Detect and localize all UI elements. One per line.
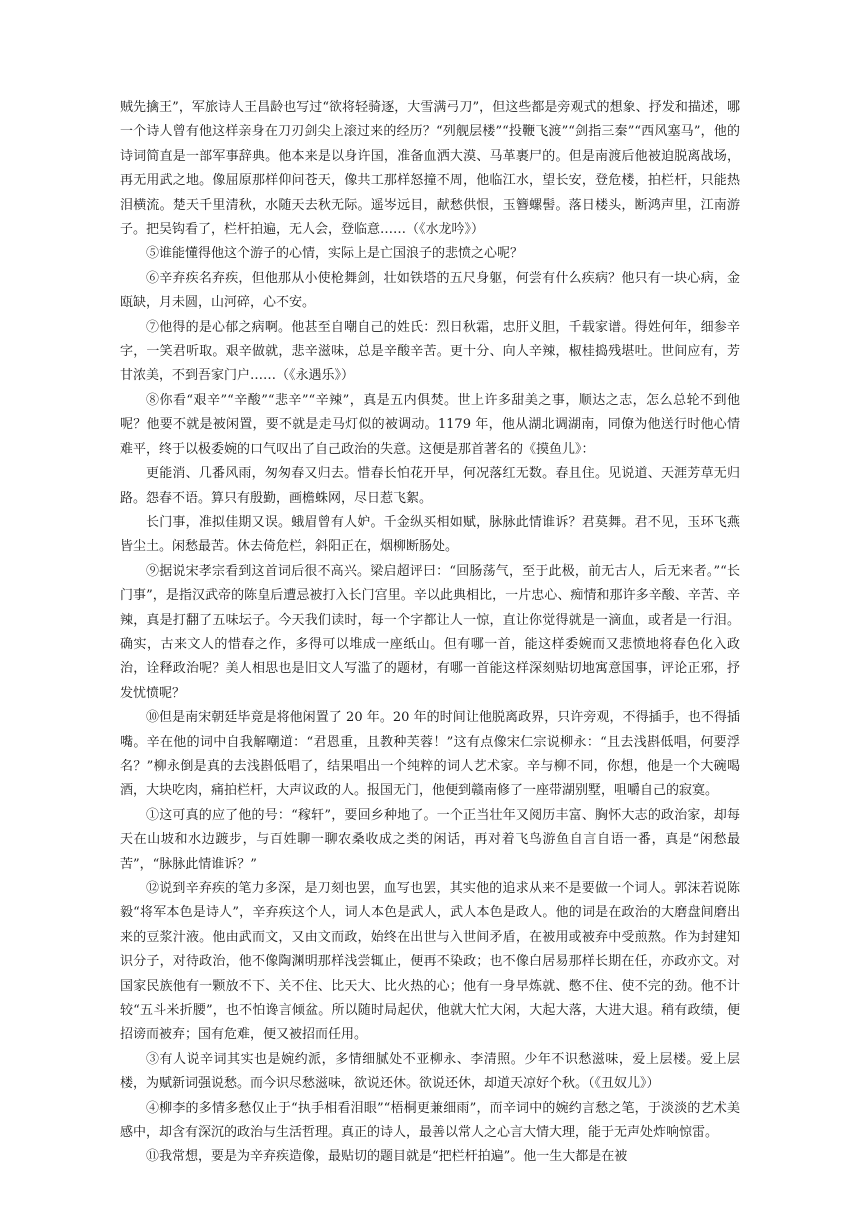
poem-moyuer-stanza-2: 长门事，准拟佳期又误。蛾眉曾有人妒。千金纵买相如赋，脉脉此情谁诉？君莫舞。君不见，玉环飞燕皆尘土。闲愁最苦。休去倚危栏，斜阳正在，烟柳断肠处。 [120, 514, 740, 555]
paragraph-13: ③有人说辛词其实也是婉约派，多情细腻处不亚柳永、李清照。少年不识愁滋味，爱上层楼。爱上层楼，为赋新词强说愁。而今识尽愁滋味，欲说还休。欲说还休，却道天凉好个秋。（《丑奴儿》） [120, 1051, 740, 1092]
paragraph-12: ⑫说到辛弃疾的笔力多深，是刀刻也罢，血写也罢，其实他的追求从来不是要做一个词人。郭沫若说陈毅“将军本色是诗人”，辛弃疾这个人，词人本色是武人，武人本色是政人。他的词是在政治的大磨盘间磨出来的豆浆汁液。他由武而文，又由文而政，始终在出世与入世间矛盾，在被用或被弃中受煎熬。作为封建知识分子，对待政治，他不像陶渊明那样浅尝辄止，便再不染政；也不像白居易那样长期在任，亦政亦文。对国家民族他有一颗放不下、关不住、比天大、比火热的心；他有一身早炼就、憋不住、使不完的劲。他不计较“五斗米折腰”，也不怕谗言倾盆。所以随时局起伏，他就大忙大闲，大起大落，大进大退。稍有政绩，便招谤而被弃；国有危难，便又被招而任用。 [120, 881, 740, 1043]
paragraph-9: ⑨据说宋孝宗看到这首词后很不高兴。梁启超评曰：“回肠荡气，至于此极，前无古人，后无来者。”“长门事”，是指汉武帝的陈皇后遭忌被打入长门宫里。辛以此典相比，一片忠心、痴情和那许多辛酸、辛苦、辛辣，真是打翻了五味坛子。今天我们读时，每一个字都让人一惊，直让你觉得就是一滴血，或者是一行泪。确实，古来文人的惜春之作，多得可以堆成一座纸山。但有哪一首，能这样委婉而又悲愤地将春色化入政治，诠释政治呢？美人相思也是旧文人写滥了的题材，有哪一首能这样深刻贴切地寓意国事，评论正邪，抒发忧愤呢？ [120, 563, 740, 701]
paragraph-7: ⑦他得的是心郁之病啊。他甚至自嘲自己的姓氏：烈日秋霜，忠肝义胆，千载家谱。得姓何年，细参辛字，一笑君听取。艰辛做就，悲辛滋味，总是辛酸辛苦。更十分、向人辛辣，椒桂捣残堪吐。世间应有，芳甘浓美，不到吾家门户……（《永遇乐》） [120, 319, 740, 384]
document-body [120, 96, 740, 1170]
paragraph-11: ①这可真的应了他的号：“稼轩”，要回乡种地了。一个正当壮年又阅历丰富、胸怀大志的政治家，却每天在山坡和水边踱步，与百姓聊一聊农桑收成之类的闲话，再对着飞鸟游鱼自言自语一番，真是“闲愁最苦”，“脉脉此情谁诉？” [120, 807, 740, 872]
paragraph-14: ④柳李的多情多愁仅止于“执手相看泪眼”“梧桐更兼细雨”，而辛词中的婉约言愁之笔，于淡淡的艺术美感中，却含有深沉的政治与生活哲理。真正的诗人，最善以常人之心言大情大理，能于无声处炸响惊雷。 [120, 1100, 740, 1141]
paragraph-10: ⑩但是南宋朝廷毕竟是将他闲置了 20 年。20 年的时间让他脱离政界，只许旁观，不得插手，也不得插嘴。辛在他的词中自我解嘲道：“君恩重，且教种芙蓉！”这有点像宋仁宗说柳永：“且去浅斟低唱，何要浮名？”柳永倒是真的去浅斟低唱了，结果唱出一个纯粹的词人艺术家。辛与柳不同，你想，他是一个大碗喝酒，大块吃肉，痛拍栏杆，大声议政的人。报国无门，他便到赣南修了一座带湖别墅，咀嚼自己的寂寞。 [120, 710, 740, 799]
paragraph-8: ⑧你看“艰辛”“辛酸”“悲辛”“辛辣”，真是五内俱焚。世上许多甜美之事，顺达之志，怎么总轮不到他呢？他要不就是被闲置，要不就是走马灯似的被调动。1179 年，他从湖北调湖南，同僚为他送行时他心情难平，终于以极委婉的口气叹出了自己政治的失意。这便是那首著名的《摸鱼儿》： [120, 392, 740, 457]
paragraph-5: ⑤谁能懂得他这个游子的心情，实际上是亡国浪子的悲愤之心呢？ [146, 246, 524, 262]
poem-moyuer-stanza-1: 更能消、几番风雨，匆匆春又归去。惜春长怕花开早，何况落红无数。春且住。见说道、天涯芳草无归路。怨春不语。算只有殷勤，画檐蛛网，尽日惹飞絮。 [120, 466, 740, 506]
paragraph-shuilongyin: 贼先擒王”，军旅诗人王昌龄也写过“欲将轻骑逐，大雪满弓刀”，但这些都是旁观式的想象、抒发和描述，哪一个诗人曾有他这样亲身在刀刃剑尖上滚过来的经历？“列舰层楼”“投鞭飞渡”“剑指三秦”“西风塞马”，他的诗词简直是一部军事辞典。他本来是以身许国，准备血洒大漠、马革裹尸的。但是南渡后他被迫脱离战场，再无用武之地。像屈原那样仰问苍天，像共工那样怒撞不周，他临江水，望长安，登危楼，拍栏杆，只能热泪横流。楚天千里清秋，水随天去秋无际。遥岑远目，献愁供恨，玉簪螺髻。落日楼头，断鸿声里，江南游子。把吴钩看了，栏杆拍遍，无人会，登临意……（《水龙吟》） [120, 100, 740, 238]
paragraph-15: ⑪我常想，要是为辛弃疾造像，最贴切的题目就是“把栏杆拍遍”。他一生大都是在被 [146, 1149, 628, 1165]
paragraph-6: ⑥辛弃疾名弃疾，但他那从小使枪舞剑，壮如铁塔的五尺身躯，何尝有什么疾病？他只有一块心病，金瓯缺，月未圆，山河碎，心不安。 [120, 270, 740, 311]
